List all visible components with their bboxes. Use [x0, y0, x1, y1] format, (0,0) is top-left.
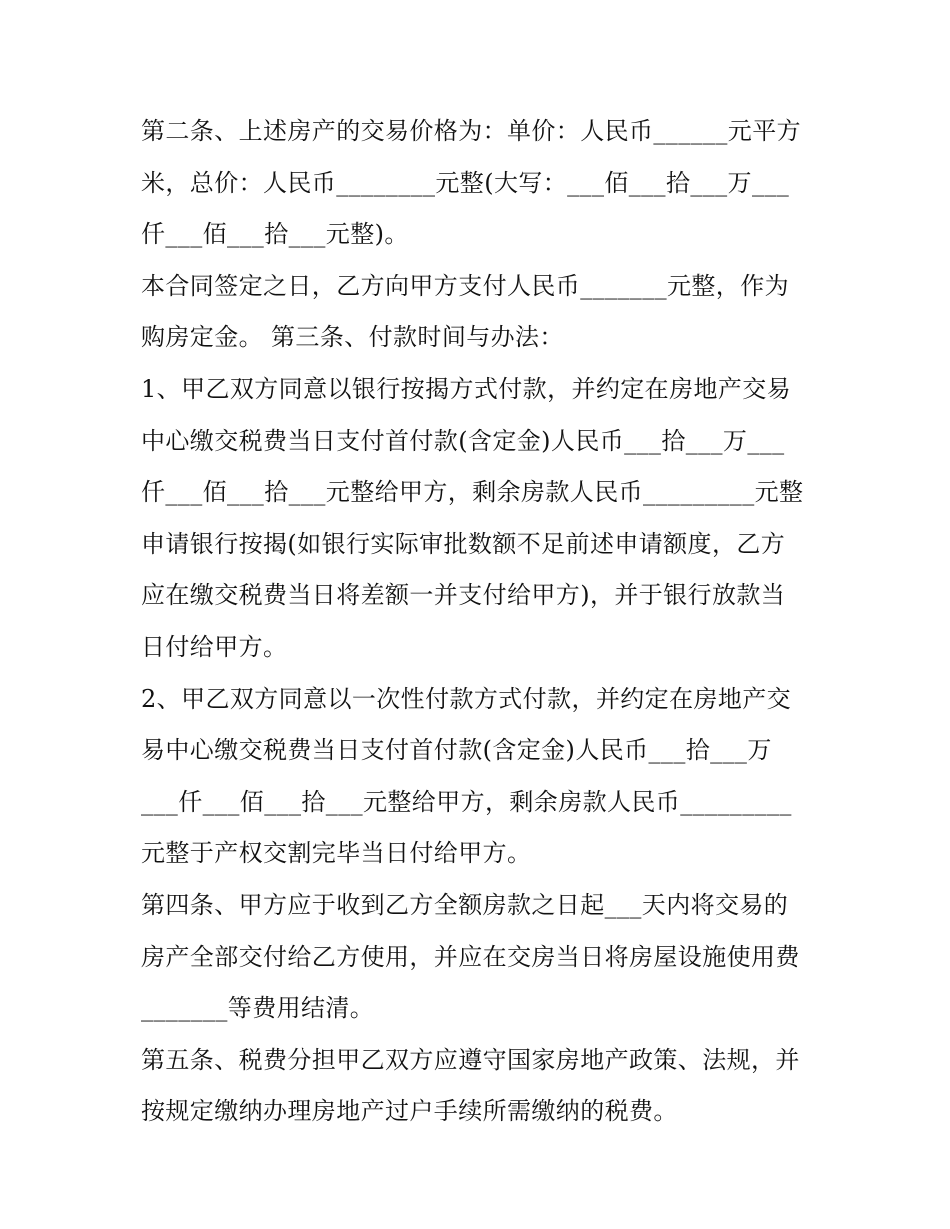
- text-line: 本合同签定之日，乙方向甲方支付人民币_______元整，作为: [141, 271, 789, 300]
- text-line: _______等费用结清。: [141, 994, 375, 1023]
- text-line: 元整于产权交割完毕当日付给甲方。: [141, 839, 532, 868]
- text-line: 房产全部交付给乙方使用，并应在交房当日将房屋设施使用费: [141, 942, 800, 971]
- text-line: 购房定金。 第三条、付款时间与办法：: [141, 323, 564, 352]
- text-line: 米，总价：人民币________元整(大写：___佰___拾___万___: [141, 168, 790, 197]
- text-line: 仟___佰___拾___元整给甲方，剩余房款人民币_________元整: [141, 478, 804, 507]
- text-line: 易中心缴交税费当日支付首付款(含定金)人民币___拾___万: [141, 736, 772, 765]
- text-line: 应在缴交税费当日将差额一并支付给甲方)，并于银行放款当: [141, 581, 786, 610]
- text-line: 申请银行按揭(如银行实际审批数额不足前述申请额度，乙方: [141, 529, 786, 558]
- contract-body: [141, 106, 831, 1138]
- text-line: 按规定缴纳办理房地产过户手续所需缴纳的税费。: [141, 1097, 678, 1126]
- text-line: 第四条、甲方应于收到乙方全额房款之日起___天内将交易的: [141, 890, 789, 919]
- text-line: 1、甲乙双方同意以银行按揭方式付款，并约定在房地产交易: [141, 374, 792, 403]
- text-line: 第五条、税费分担甲乙双方应遵守国家房地产政策、法规，并: [141, 1045, 800, 1074]
- text-line: 第二条、上述房产的交易价格为：单价：人民币______元平方: [141, 117, 801, 145]
- text-line: 中心缴交税费当日支付首付款(含定金)人民币___拾___万___: [141, 426, 785, 455]
- text-line: 仟___佰___拾___元整)。: [141, 220, 409, 249]
- text-line: 2、甲乙双方同意以一次性付款方式付款，并约定在房地产交: [141, 684, 792, 713]
- text-line: 日付给甲方。: [141, 632, 288, 661]
- text-line: ___仟___佰___拾___元整给甲方，剩余房款人民币_________: [141, 787, 792, 816]
